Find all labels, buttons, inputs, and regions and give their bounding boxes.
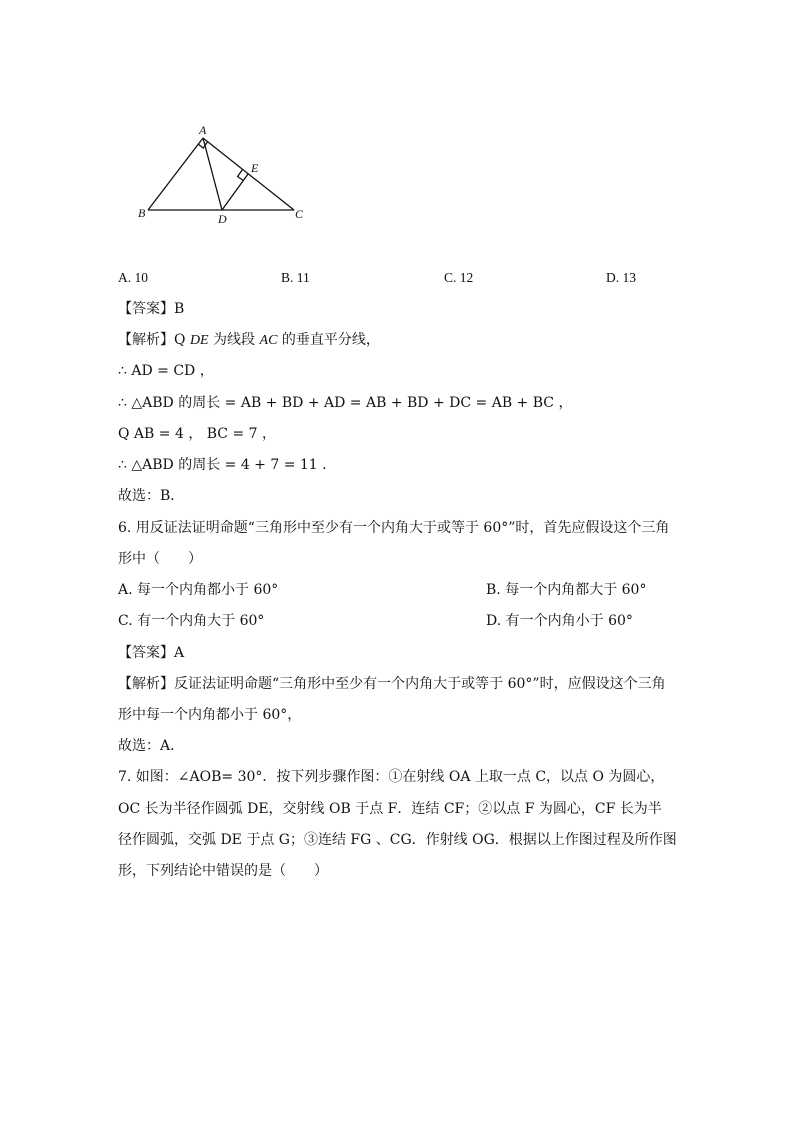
segment-ac [203, 138, 294, 210]
segment-de [222, 174, 248, 210]
q5-analysis-line-1 [118, 330, 380, 351]
q6-stem-line-1: 6. 用反证法证明命题“三角形中至少有一个内角大于或等于 60°”时，首先应假设这个三角 [118, 520, 670, 536]
q5-analysis-line-2: ∴ AD = CD ， [118, 363, 214, 379]
q5-because-symbol: Q [174, 332, 190, 348]
label-point-d: D [218, 212, 227, 226]
q5-option-b: B. 11 [281, 270, 310, 285]
q6-analysis-line-2: 形中每一个内角都小于 60°， [118, 707, 302, 723]
triangle-figure [134, 120, 334, 230]
q6-option-b: B. 每一个内角都大于 60° [486, 582, 647, 598]
q5-option-a: A. 10 [118, 270, 148, 285]
triangle-diagram [134, 120, 334, 230]
q5-option-d: D. 13 [606, 270, 636, 285]
q6-option-a: A. 每一个内角都小于 60° [118, 582, 279, 598]
q5-analysis-head: 【解析】 [118, 332, 174, 348]
q6-conclusion: 故选：A． [118, 738, 185, 754]
q5-conclusion: 故选：B． [118, 488, 185, 504]
q6-stem-line-2: 形中（ ） [118, 551, 202, 567]
q7-stem-line-1: 7. 如图：∠AOB= 30°．按下列步骤作图：①在射线 OA 上取一点 C，以点 O 为圆心， [118, 769, 665, 785]
q7-stem-line-3: 径作圆弧，交弧 DE 于点 G；③连结 FG 、CG．作射线 OG．根据以上作图过程及所作图 [118, 832, 677, 848]
q7-stem-line-2: OC 长为半径作圆弧 DE，交射线 OB 于点 F．连结 CF；②以点 F 为圆心，CF 长为半 [118, 801, 662, 817]
q5-answer: 【答案】B [118, 301, 185, 317]
label-point-c: C [295, 207, 304, 221]
segment-ab [148, 138, 203, 210]
label-point-b: B [138, 206, 146, 220]
q5-analysis-line-3: ∴ △ABD 的周长 = AB + BD + AD = AB + BD + DC = AB + BC ， [118, 395, 573, 411]
q6-option-c: C. 有一个内角大于 60° [118, 613, 265, 629]
label-point-a: A [199, 123, 207, 137]
q5-math-de: DE [189, 333, 209, 348]
q5-text-segment: 为线段 [208, 332, 260, 348]
q5-option-c: C. 12 [444, 270, 474, 285]
segment-ad [203, 138, 222, 210]
q7-stem-line-4: 形，下列结论中错误的是（ ） [118, 863, 328, 879]
q5-analysis-line-5: ∴ △ABD 的周长 = 4 + 7 = 11 . [118, 457, 327, 473]
q6-analysis-line-1: 【解析】反证法证明命题“三角形中至少有一个内角大于或等于 60°”时，应假设这个三角 [118, 676, 666, 692]
q6-answer: 【答案】A [118, 645, 185, 661]
label-point-e: E [251, 161, 259, 175]
q5-math-ac: AC [259, 333, 278, 348]
q5-text-perp-bisector: 的垂直平分线， [277, 332, 380, 348]
q5-analysis-line-4: Q AB = 4 ， BC = 7 ， [118, 426, 277, 442]
q6-option-d: D. 有一个内角小于 60° [486, 613, 633, 629]
right-angle-mark-e [238, 170, 244, 181]
